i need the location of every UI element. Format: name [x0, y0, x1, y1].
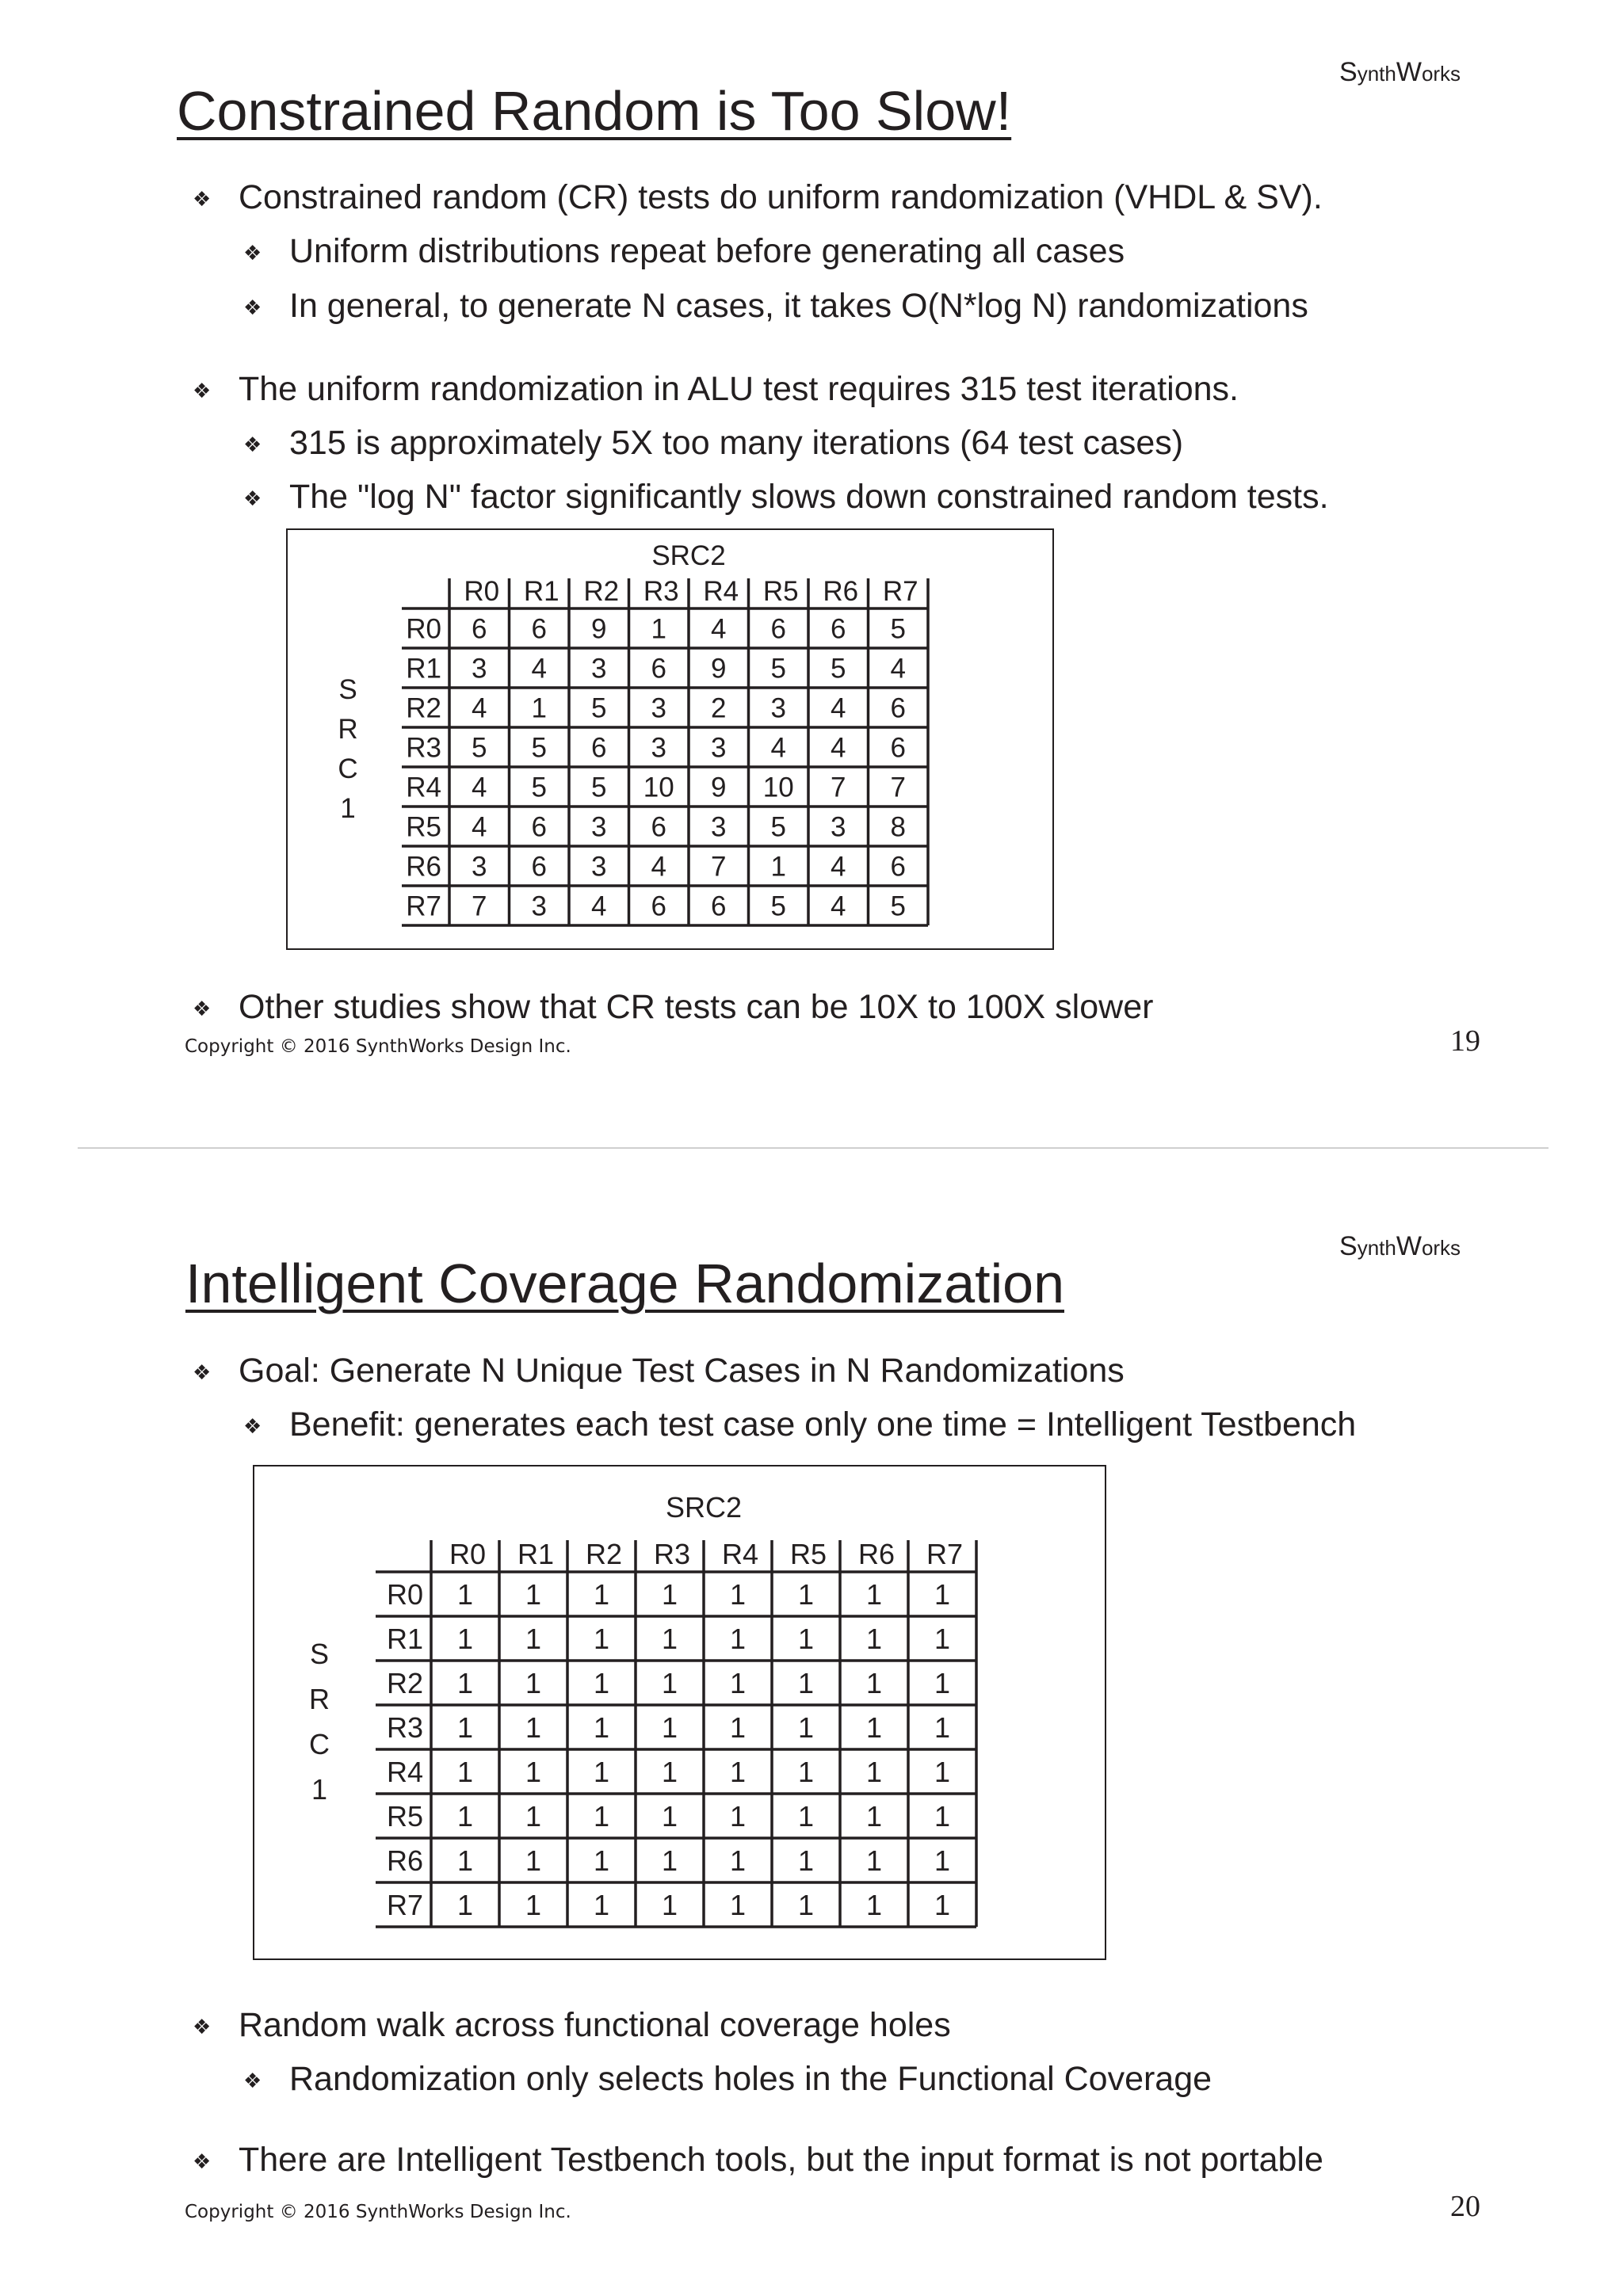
col-label: R7: [926, 1538, 964, 1570]
cell-value: 1: [729, 1799, 747, 1833]
row-label: R3: [406, 732, 441, 764]
col-label: R7: [882, 576, 918, 607]
cell-value: 2: [711, 692, 727, 724]
bullet-item: ❖ Constrained random (CR) tests do uniform randomization (VHDL & SV).: [193, 178, 1323, 216]
cell-value: 6: [531, 811, 547, 843]
cell-value: 10: [762, 772, 794, 803]
cell-value: 1: [456, 1888, 474, 1921]
cell-value: 1: [531, 692, 547, 724]
col-label: R0: [449, 1538, 487, 1570]
cell-value: 4: [890, 653, 906, 685]
cell-value: 6: [651, 653, 666, 685]
cell-value: 1: [593, 1577, 610, 1611]
cell-value: 1: [456, 1577, 474, 1611]
diamond-bullet-icon: ❖: [243, 433, 262, 456]
bullet-item: ❖ Other studies show that CR tests can be 10X to 100X slower: [193, 988, 1154, 1026]
bullet-item: ❖ Goal: Generate N Unique Test Cases in N Randomizations: [193, 1352, 1125, 1390]
cell-value: 1: [934, 1888, 951, 1921]
cell-value: 1: [797, 1711, 815, 1744]
cell-value: 6: [651, 891, 666, 922]
row-label: R4: [406, 772, 441, 803]
col-label: R3: [643, 576, 679, 607]
col-label: R1: [523, 576, 559, 607]
cell-value: 3: [472, 653, 487, 685]
cell-value: 5: [770, 653, 786, 685]
cell-value: 1: [661, 1755, 678, 1788]
diamond-bullet-icon: ❖: [193, 379, 212, 402]
cell-value: 3: [591, 653, 607, 685]
row-label: R4: [386, 1755, 423, 1788]
cell-value: 1: [593, 1799, 610, 1833]
cell-value: 3: [651, 692, 666, 724]
cell-value: 1: [865, 1711, 883, 1744]
slide-20: [0, 1149, 1623, 2296]
synthworks-logo: SynthWorks: [1339, 57, 1461, 87]
row-label: R0: [386, 1577, 423, 1611]
cell-value: 1: [525, 1888, 542, 1921]
cell-value: 1: [729, 1888, 747, 1921]
col-label: R4: [721, 1538, 759, 1570]
cell-value: 10: [643, 772, 674, 803]
cell-value: 1: [934, 1755, 951, 1788]
coverage-matrix: [254, 1466, 1108, 1962]
cell-value: 1: [934, 1711, 951, 1744]
cell-value: 5: [890, 613, 906, 645]
cell-value: 9: [711, 772, 727, 803]
cell-value: 1: [729, 1711, 747, 1744]
cell-value: 1: [865, 1799, 883, 1833]
cell-value: 1: [456, 1844, 474, 1877]
col-label: R5: [789, 1538, 827, 1570]
row-header-letter: 1: [311, 1773, 328, 1806]
cell-value: 6: [890, 732, 906, 764]
cell-value: 5: [591, 692, 607, 724]
sub-bullet-item: ❖ 315 is approximately 5X too many iterations (64 test cases): [243, 424, 1184, 462]
cell-value: 1: [770, 851, 786, 883]
col-label: R5: [762, 576, 799, 607]
row-label: R7: [386, 1888, 423, 1921]
cell-value: 1: [729, 1755, 747, 1788]
copyright: Copyright © 2016 SynthWorks Design Inc.: [185, 2202, 571, 2222]
cell-value: 6: [531, 851, 547, 883]
cell-value: 3: [531, 891, 547, 922]
cell-value: 1: [865, 1666, 883, 1699]
cell-value: 3: [472, 851, 487, 883]
cell-value: 4: [831, 851, 846, 883]
cell-value: 1: [525, 1622, 542, 1655]
row-label: R1: [406, 653, 441, 685]
cell-value: 4: [831, 732, 846, 764]
cell-value: 6: [591, 732, 607, 764]
row-label: R5: [406, 811, 441, 843]
synthworks-logo: SynthWorks: [1339, 1231, 1461, 1261]
sub-bullet-item: ❖ Uniform distributions repeat before generating all cases: [243, 232, 1125, 270]
cell-value: 1: [661, 1666, 678, 1699]
slide-19: [0, 0, 1623, 1147]
sub-bullet-item: ❖ In general, to generate N cases, it takes O(N*log N) randomizations: [243, 287, 1308, 325]
cell-value: 1: [934, 1577, 951, 1611]
cell-value: 1: [797, 1577, 815, 1611]
diamond-bullet-icon: ❖: [243, 486, 262, 510]
cell-value: 1: [865, 1622, 883, 1655]
cell-value: 1: [729, 1844, 747, 1877]
cell-value: 4: [472, 772, 487, 803]
cell-value: 1: [865, 1888, 883, 1921]
row-header-letter: S: [309, 1638, 330, 1670]
cell-value: 1: [593, 1888, 610, 1921]
cell-value: 4: [831, 692, 846, 724]
cell-value: 1: [661, 1799, 678, 1833]
cell-value: 1: [729, 1577, 747, 1611]
diamond-bullet-icon: ❖: [193, 2149, 212, 2173]
cell-value: 1: [651, 613, 666, 645]
cell-value: 4: [711, 613, 727, 645]
col-label: R1: [517, 1538, 555, 1570]
row-label: R6: [386, 1844, 423, 1877]
cell-value: 4: [531, 653, 547, 685]
cell-value: 1: [934, 1666, 951, 1699]
row-label: R7: [406, 891, 441, 922]
cell-value: 7: [831, 772, 846, 803]
col-label: R0: [464, 576, 500, 607]
slide-title: Constrained Random is Too Slow!: [177, 80, 1012, 142]
cell-value: 1: [797, 1755, 815, 1788]
cell-value: 1: [797, 1799, 815, 1833]
row-header-letter: 1: [340, 793, 356, 824]
cell-value: 5: [531, 732, 547, 764]
row-label: R2: [386, 1666, 423, 1699]
cell-value: 5: [472, 732, 487, 764]
cell-value: 1: [593, 1666, 610, 1699]
copyright: Copyright © 2016 SynthWorks Design Inc.: [185, 1036, 571, 1057]
cell-value: 1: [934, 1844, 951, 1877]
cell-value: 7: [711, 851, 727, 883]
cell-value: 6: [770, 613, 786, 645]
cell-value: 1: [661, 1577, 678, 1611]
cell-value: 4: [591, 891, 607, 922]
cell-value: 4: [651, 851, 666, 883]
page-number: 19: [1450, 1024, 1480, 1058]
cell-value: 1: [456, 1755, 474, 1788]
bullet-item: ❖ Random walk across functional coverage holes: [193, 2006, 951, 2044]
diamond-bullet-icon: ❖: [193, 2015, 212, 2039]
col-label: R3: [653, 1538, 691, 1570]
cell-value: 6: [472, 613, 487, 645]
col-label: R2: [583, 576, 620, 607]
cell-value: 1: [525, 1711, 542, 1744]
cell-value: 4: [770, 732, 786, 764]
cell-value: 1: [525, 1666, 542, 1699]
col-label: R6: [857, 1538, 896, 1570]
bullet-item: ❖ The uniform randomization in ALU test requires 315 test iterations.: [193, 370, 1239, 408]
diamond-bullet-icon: ❖: [243, 2069, 262, 2092]
page-number: 20: [1450, 2190, 1480, 2223]
cell-value: 1: [525, 1799, 542, 1833]
cell-value: 1: [456, 1799, 474, 1833]
cell-value: 4: [472, 692, 487, 724]
cell-value: 1: [593, 1755, 610, 1788]
diamond-bullet-icon: ❖: [193, 187, 212, 211]
cell-value: 1: [593, 1711, 610, 1744]
cell-value: 1: [661, 1888, 678, 1921]
sub-bullet-item: ❖ Benefit: generates each test case only one time = Intelligent Testbench: [243, 1405, 1357, 1444]
cell-value: 5: [890, 891, 906, 922]
cell-value: 1: [661, 1622, 678, 1655]
row-header-letter: R: [309, 1683, 330, 1715]
row-label: R2: [406, 692, 441, 724]
cell-value: 5: [770, 891, 786, 922]
cell-value: 1: [661, 1844, 678, 1877]
cell-value: 5: [531, 772, 547, 803]
diamond-bullet-icon: ❖: [243, 241, 262, 265]
coverage-matrix: [288, 530, 1056, 952]
cell-value: 1: [729, 1666, 747, 1699]
cell-value: 1: [865, 1844, 883, 1877]
diamond-bullet-icon: ❖: [193, 997, 212, 1020]
cell-value: 3: [591, 851, 607, 883]
cell-value: 1: [593, 1622, 610, 1655]
cell-value: 1: [525, 1844, 542, 1877]
cell-value: 1: [934, 1622, 951, 1655]
row-header-letter: C: [309, 1728, 330, 1760]
cell-value: 1: [456, 1666, 474, 1699]
row-label: R1: [386, 1622, 423, 1655]
cell-value: 8: [890, 811, 906, 843]
coverage-table-box: [286, 528, 1054, 950]
cell-value: 5: [591, 772, 607, 803]
cell-value: 9: [711, 653, 727, 685]
cell-value: 6: [890, 851, 906, 883]
cell-value: 3: [831, 811, 846, 843]
cell-value: 1: [456, 1711, 474, 1744]
cell-value: 1: [593, 1844, 610, 1877]
cell-value: 3: [711, 811, 727, 843]
diamond-bullet-icon: ❖: [193, 1360, 212, 1384]
col-label: R6: [823, 576, 859, 607]
cell-value: 9: [591, 613, 607, 645]
cell-value: 1: [797, 1622, 815, 1655]
cell-value: 7: [472, 891, 487, 922]
row-label: R6: [406, 851, 441, 883]
col-header-label: SRC2: [651, 540, 726, 571]
cell-value: 6: [651, 811, 666, 843]
coverage-table-box: [253, 1465, 1106, 1960]
row-label: R3: [386, 1711, 423, 1744]
cell-value: 1: [525, 1755, 542, 1788]
cell-value: 6: [831, 613, 846, 645]
cell-value: 6: [531, 613, 547, 645]
cell-value: 1: [865, 1755, 883, 1788]
cell-value: 4: [831, 891, 846, 922]
row-header-letter: S: [338, 674, 357, 705]
cell-value: 3: [651, 732, 666, 764]
cell-value: 3: [591, 811, 607, 843]
row-header-letter: C: [338, 753, 358, 784]
sub-bullet-item: ❖ The "log N" factor significantly slows down constrained random tests.: [243, 478, 1329, 516]
cell-value: 6: [711, 891, 727, 922]
cell-value: 1: [525, 1577, 542, 1611]
cell-value: 1: [865, 1577, 883, 1611]
cell-value: 4: [472, 811, 487, 843]
bullet-item: ❖ There are Intelligent Testbench tools, but the input format is not portable: [193, 2141, 1323, 2179]
slide-title: Intelligent Coverage Randomization: [185, 1253, 1064, 1314]
cell-value: 1: [729, 1622, 747, 1655]
col-label: R2: [585, 1538, 623, 1570]
cell-value: 1: [797, 1666, 815, 1699]
diamond-bullet-icon: ❖: [243, 296, 262, 319]
row-label: R0: [406, 613, 441, 645]
cell-value: 3: [770, 692, 786, 724]
cell-value: 1: [797, 1844, 815, 1877]
cell-value: 6: [890, 692, 906, 724]
cell-value: 5: [831, 653, 846, 685]
cell-value: 7: [890, 772, 906, 803]
cell-value: 1: [797, 1888, 815, 1921]
col-label: R4: [703, 576, 739, 607]
cell-value: 3: [711, 732, 727, 764]
cell-value: 1: [661, 1711, 678, 1744]
row-label: R5: [386, 1799, 423, 1833]
sub-bullet-item: ❖ Randomization only selects holes in the Functional Coverage: [243, 2060, 1212, 2098]
cell-value: 5: [770, 811, 786, 843]
cell-value: 1: [456, 1622, 474, 1655]
col-header-label: SRC2: [665, 1491, 743, 1524]
diamond-bullet-icon: ❖: [243, 1414, 262, 1438]
cell-value: 1: [934, 1799, 951, 1833]
row-header-letter: R: [338, 714, 358, 745]
